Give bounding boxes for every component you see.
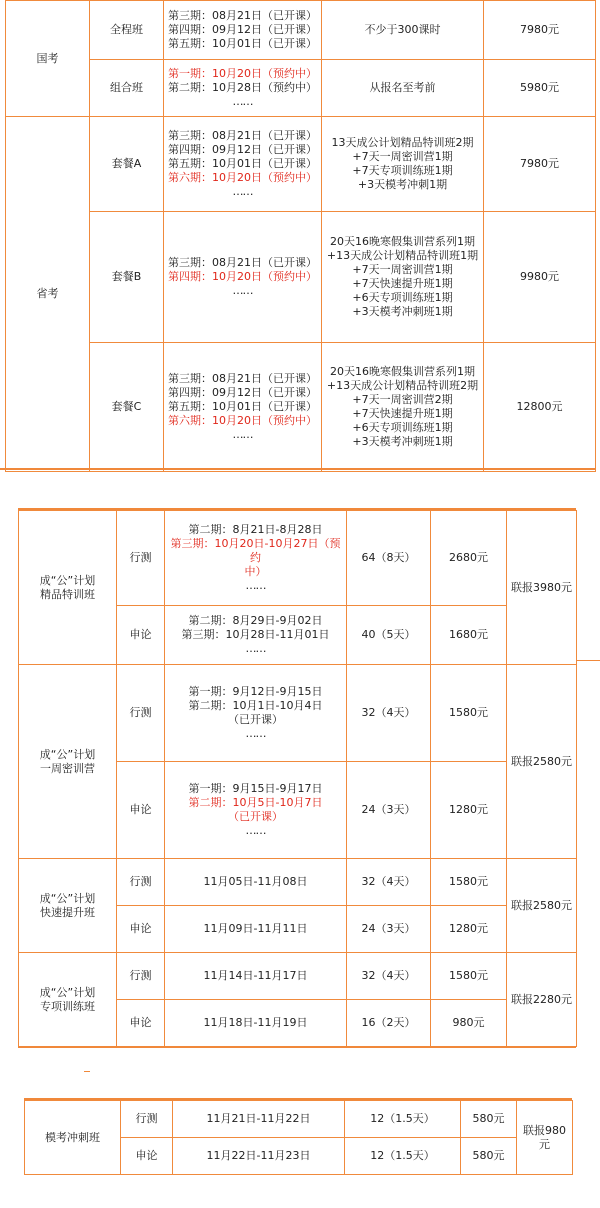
training-course-table-body xyxy=(19,511,577,1047)
course-content-line: +7天一周密训营2期 xyxy=(352,393,453,406)
course-content-line: 不少于300课时 xyxy=(364,23,441,36)
price: 2680元 xyxy=(431,511,507,606)
table-row xyxy=(25,1101,573,1138)
period-line: …… xyxy=(232,428,253,441)
period-line: 第一期：9月12日-9月15日 xyxy=(188,685,323,698)
period-line: 第一期：10月20日（预约中） xyxy=(168,67,317,80)
table-row xyxy=(6,117,596,212)
table-row xyxy=(6,60,596,117)
period-cell xyxy=(165,762,347,859)
period-line: …… xyxy=(245,642,266,655)
hours: 32（4天） xyxy=(347,859,431,906)
period-line: 第二期：8月29日-9月02日 xyxy=(188,614,323,627)
course-content-line: +7天一周密训营1期 xyxy=(352,150,453,163)
period-line: （已开课） xyxy=(228,713,283,726)
subject: 行测 xyxy=(121,1101,173,1138)
period-line: 第三期：08月21日（已开课） xyxy=(168,256,317,269)
course-content xyxy=(322,60,484,117)
period-line: …… xyxy=(232,185,253,198)
hours: 24（3天） xyxy=(347,906,431,953)
price: 1580元 xyxy=(431,953,507,1000)
period-line: 11月18日-11月19日 xyxy=(203,1016,308,1029)
subject: 行测 xyxy=(117,511,165,606)
combo-price xyxy=(517,1101,573,1175)
price: 580元 xyxy=(461,1138,517,1175)
price: 5980元 xyxy=(484,60,596,117)
table-row xyxy=(19,511,577,606)
training-course-table xyxy=(18,510,577,1047)
course-name-line: 快速提升班 xyxy=(40,905,95,919)
period-line: 第二期：8月21日-8月28日 xyxy=(188,523,323,536)
price: 1280元 xyxy=(431,762,507,859)
hours: 12（1.5天） xyxy=(345,1101,461,1138)
class-name: 组合班 xyxy=(90,60,164,117)
period-line: …… xyxy=(245,579,266,592)
course-content-line: +6天专项训练班1期 xyxy=(352,291,453,304)
divider-line xyxy=(18,508,576,510)
price: 7980元 xyxy=(484,1,596,60)
mock-exam-table-body xyxy=(25,1101,573,1175)
period-cell xyxy=(164,60,322,117)
table-row xyxy=(19,953,577,1000)
period-line: 第五期：10月01日（已开课） xyxy=(168,37,317,50)
period-cell: 11月21日-11月22日 xyxy=(173,1101,345,1138)
course-content-line: +3天模考冲刺班1期 xyxy=(352,305,453,318)
period-line: 第五期：10月01日（已开课） xyxy=(168,157,317,170)
course-content-line: 20天16晚寒假集训营系列1期 xyxy=(330,235,475,248)
course-content xyxy=(322,1,484,60)
course-name-line: 一周密训营 xyxy=(40,761,95,775)
course-name-line: 成“公”计划 xyxy=(39,985,96,999)
hours: 12（1.5天） xyxy=(345,1138,461,1175)
period-line: （已开课） xyxy=(228,810,283,823)
course-content xyxy=(322,343,484,472)
price: 980元 xyxy=(431,1000,507,1047)
exam-package-table-body xyxy=(6,1,596,472)
price: 7980元 xyxy=(484,117,596,212)
price: 1580元 xyxy=(431,665,507,762)
subject: 行测 xyxy=(117,665,165,762)
period-line: 第四期：09月12日（已开课） xyxy=(168,386,317,399)
price: 1580元 xyxy=(431,859,507,906)
period-line: 中） xyxy=(244,565,267,578)
hours: 40（5天） xyxy=(347,606,431,665)
hours: 32（4天） xyxy=(347,953,431,1000)
price: 580元 xyxy=(461,1101,517,1138)
combo-price: 联报2580元 xyxy=(507,859,577,953)
course-name xyxy=(19,859,117,953)
divider-line xyxy=(576,660,600,661)
period-cell xyxy=(164,343,322,472)
period-cell xyxy=(164,117,322,212)
combo-price: 联报2580元 xyxy=(507,665,577,859)
period-line: 第一期：9月15日-9月17日 xyxy=(188,782,323,795)
course-content xyxy=(322,212,484,343)
course-name-line: 成“公”计划 xyxy=(39,891,96,905)
period-line: 第二期：10月28日（预约中） xyxy=(168,81,317,94)
period-line: 11月14日-11月17日 xyxy=(203,969,308,982)
period-cell xyxy=(165,606,347,665)
course-content xyxy=(322,117,484,212)
price: 1280元 xyxy=(431,906,507,953)
table-row xyxy=(6,343,596,472)
subject: 申论 xyxy=(117,762,165,859)
period-line: 第二期：10月1日-10月4日 xyxy=(188,699,323,712)
divider-line xyxy=(18,1046,576,1048)
period-line: 第三期：08月21日（已开课） xyxy=(168,9,317,22)
course-content-line: +6天专项训练班1期 xyxy=(352,421,453,434)
period-cell xyxy=(165,906,347,953)
period-line: 第六期：10月20日（预约中） xyxy=(168,414,317,427)
period-line: 第四期：09月12日（已开课） xyxy=(168,23,317,36)
price: 1680元 xyxy=(431,606,507,665)
course-name-line: 专项训练班 xyxy=(40,999,95,1013)
course-content-line: +13天成公计划精品特训班2期 xyxy=(326,379,479,392)
course-content-line: +7天快速提升班1期 xyxy=(352,277,453,290)
class-name: 套餐A xyxy=(90,117,164,212)
hours: 16（2天） xyxy=(347,1000,431,1047)
period-line: 第三期：08月21日（已开课） xyxy=(168,372,317,385)
period-line: 第二期：10月5日-10月7日 xyxy=(188,796,323,809)
course-content-line: +7天快速提升班1期 xyxy=(352,407,453,420)
combo-price: 联报2280元 xyxy=(507,953,577,1047)
table-row xyxy=(6,212,596,343)
exam-type-label: 国考 xyxy=(6,1,90,117)
course-content-line: +3天模考冲刺1期 xyxy=(357,178,448,191)
class-name: 套餐B xyxy=(90,212,164,343)
subject: 申论 xyxy=(117,606,165,665)
subject: 申论 xyxy=(117,906,165,953)
hours: 64（8天） xyxy=(347,511,431,606)
period-cell xyxy=(165,511,347,606)
class-name: 套餐C xyxy=(90,343,164,472)
period-line: …… xyxy=(245,824,266,837)
course-name xyxy=(19,953,117,1047)
course-name xyxy=(19,511,117,665)
exam-type-label: 省考 xyxy=(6,117,90,472)
combo-price-line: 联报980 xyxy=(523,1123,566,1137)
exam-package-table xyxy=(5,0,596,472)
period-line: …… xyxy=(232,284,253,297)
class-name: 全程班 xyxy=(90,1,164,60)
subject: 行测 xyxy=(117,953,165,1000)
period-line: 第三期：08月21日（已开课） xyxy=(168,129,317,142)
course-name-line: 精品特训班 xyxy=(40,587,95,601)
course-name xyxy=(19,665,117,859)
period-cell xyxy=(164,212,322,343)
period-cell xyxy=(165,1000,347,1047)
subject: 行测 xyxy=(117,859,165,906)
course-content-line: +7天专项训练班1期 xyxy=(352,164,453,177)
period-cell xyxy=(165,859,347,906)
period-line: 第六期：10月20日（预约中） xyxy=(168,171,317,184)
course-content-line: 13天成公计划精品特训班2期 xyxy=(331,136,474,149)
table-row xyxy=(19,859,577,906)
period-line: 第三期：10月20日-10月27日（预约 xyxy=(170,537,341,564)
combo-price-line: 元 xyxy=(539,1137,550,1151)
period-line: 第五期：10月01日（已开课） xyxy=(168,400,317,413)
course-content-line: 从报名至考前 xyxy=(369,81,436,94)
hours: 32（4天） xyxy=(347,665,431,762)
divider-line xyxy=(24,1098,572,1100)
period-line: 第四期：10月20日（预约中） xyxy=(168,270,317,283)
period-line: …… xyxy=(232,95,253,108)
course-name: 模考冲刺班 xyxy=(25,1101,121,1175)
course-content-line: +7天一周密训营1期 xyxy=(352,263,453,276)
period-line: 11月09日-11月11日 xyxy=(203,922,308,935)
subject: 申论 xyxy=(121,1138,173,1175)
period-line: …… xyxy=(245,727,266,740)
course-name-line: 成“公”计划 xyxy=(39,573,96,587)
price: 9980元 xyxy=(484,212,596,343)
period-cell xyxy=(164,1,322,60)
period-line: 第三期：10月28日-11月01日 xyxy=(181,628,330,641)
period-line: 第四期：09月12日（已开课） xyxy=(168,143,317,156)
subject: 申论 xyxy=(117,1000,165,1047)
table-row xyxy=(6,1,596,60)
course-content-line: +3天模考冲刺班1期 xyxy=(352,435,453,448)
price: 12800元 xyxy=(484,343,596,472)
period-cell xyxy=(165,953,347,1000)
course-content-line: +13天成公计划精品特训班1期 xyxy=(326,249,479,262)
hours: 24（3天） xyxy=(347,762,431,859)
mock-exam-table xyxy=(24,1100,573,1175)
table-row xyxy=(19,665,577,762)
period-cell xyxy=(165,665,347,762)
course-content-line: 20天16晚寒假集训营系列1期 xyxy=(330,365,475,378)
divider-mark xyxy=(84,1071,90,1072)
period-line: 11月05日-11月08日 xyxy=(203,875,308,888)
divider-line xyxy=(0,468,596,470)
combo-price: 联报3980元 xyxy=(507,511,577,665)
course-name-line: 成“公”计划 xyxy=(39,747,96,761)
period-cell: 11月22日-11月23日 xyxy=(173,1138,345,1175)
